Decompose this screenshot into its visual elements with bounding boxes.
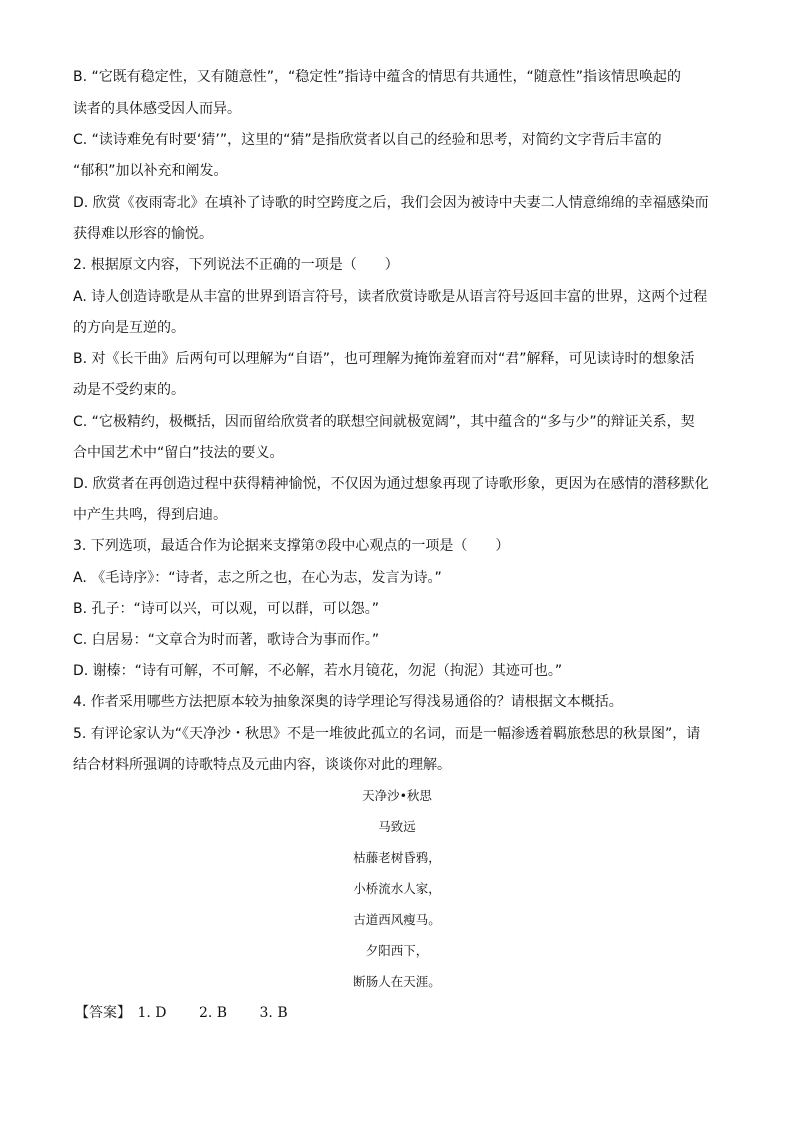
poem-verse: 古道西风瘦马。 xyxy=(353,912,441,927)
q2-option-c-line-2: 合中国艺术中“留白”技法的要义。 xyxy=(73,445,284,461)
question-5-line-1: 5. 有评论家认为“《天净沙・秋思》不是一堆彼此孤立的名词，而是一幅渗透着羁旅愁思的秋景图”，请 xyxy=(73,726,701,742)
q2-option-c-line-1: C. “它极精约，极概括，因而留给欣赏者的联想空间就极宽阔”，其中蕴含的“多与少”的辩证关系，契 xyxy=(73,414,695,430)
question-2: 2. 根据原文内容，下列说法不正确的一项是（ ） xyxy=(73,257,399,273)
poem-verse: 夕阳西下， xyxy=(365,943,429,958)
answer-item: 1. D xyxy=(137,1005,167,1021)
poem-verse: 断肠人在天涯。 xyxy=(353,974,441,989)
q3-option-a: A. 《毛诗序》：“诗者，志之所之也，在心为志，发言为诗。” xyxy=(73,570,442,586)
q2-option-a-line-2: 的方向是互逆的。 xyxy=(73,320,185,336)
q3-option-c: C. 白居易：“文章合为时而著，歌诗合为事而作。” xyxy=(73,632,380,648)
q2-option-b-line-1: B. 对《长干曲》后两句可以理解为“自语”，也可理解为掩饰羞窘而对“君”解释，可见读诗时的想象活 xyxy=(73,351,695,367)
q2-option-d-line-2: 中产生共鸣，得到启迪。 xyxy=(73,507,227,523)
poem-verse: 枯藤老树昏鸦， xyxy=(353,850,441,865)
answer-item: 2. B xyxy=(198,1005,228,1021)
question-3: 3. 下列选项，最适合作为论据来支撑第⑦段中心观点的一项是（ ） xyxy=(73,538,510,554)
answer-item: 3. B xyxy=(259,1005,288,1021)
q3-option-b: B. 孔子：“诗可以兴，可以观，可以群，可以怨。” xyxy=(73,601,380,617)
option-b-line-2: 读者的具体感受因人而异。 xyxy=(73,101,241,117)
option-c-line-1: C. “读诗难免有时要‘猜’”，这里的“猜”是指欣赏者以自己的经验和思考，对简约文字背后丰富的 xyxy=(73,132,662,148)
answer-line xyxy=(75,1004,314,1022)
q3-option-d: D. 谢榛：“诗有可解，不可解，不必解，若水月镜花，勿泥（拘泥）其迹可也。” xyxy=(73,663,563,679)
q2-option-b-line-2: 动是不受约束的。 xyxy=(73,382,185,398)
poem-author: 马致远 xyxy=(378,819,416,834)
option-b-line-1: B. “它既有稳定性，又有随意性”，“稳定性”指诗中蕴含的情思有共通性，“随意性”指该情思唤起的 xyxy=(73,69,682,85)
answer-label: 【答案】 xyxy=(75,1005,131,1021)
option-d-line-1: D. 欣赏《夜雨寄北》在填补了诗歌的时空跨度之后，我们会因为被诗中夫妻二人情意绵绵的幸福感染而 xyxy=(73,195,709,211)
option-d-line-2: 获得难以形容的愉悦。 xyxy=(73,226,213,242)
question-5-line-2: 结合材料所强调的诗歌特点及元曲内容，谈谈你对此的理解。 xyxy=(73,757,451,773)
option-c-line-2: “郁积”加以补充和阐发。 xyxy=(73,163,228,179)
poem-title: 天净沙•秋思 xyxy=(362,788,432,803)
poem-verse: 小桥流水人家， xyxy=(353,881,441,896)
q2-option-a-line-1: A. 诗人创造诗歌是从丰富的世界到语言符号，读者欣赏诗歌是从语言符号返回丰富的世界，这两个过程 xyxy=(73,289,708,305)
question-4: 4. 作者采用哪些方法把原本较为抽象深奥的诗学理论写得浅易通俗的？请根据文本概括。 xyxy=(73,694,623,710)
q2-option-d-line-1: D. 欣赏者在再创造过程中获得精神愉悦，不仅因为通过想象再现了诗歌形象，更因为在感情的潜移默化 xyxy=(73,476,709,492)
